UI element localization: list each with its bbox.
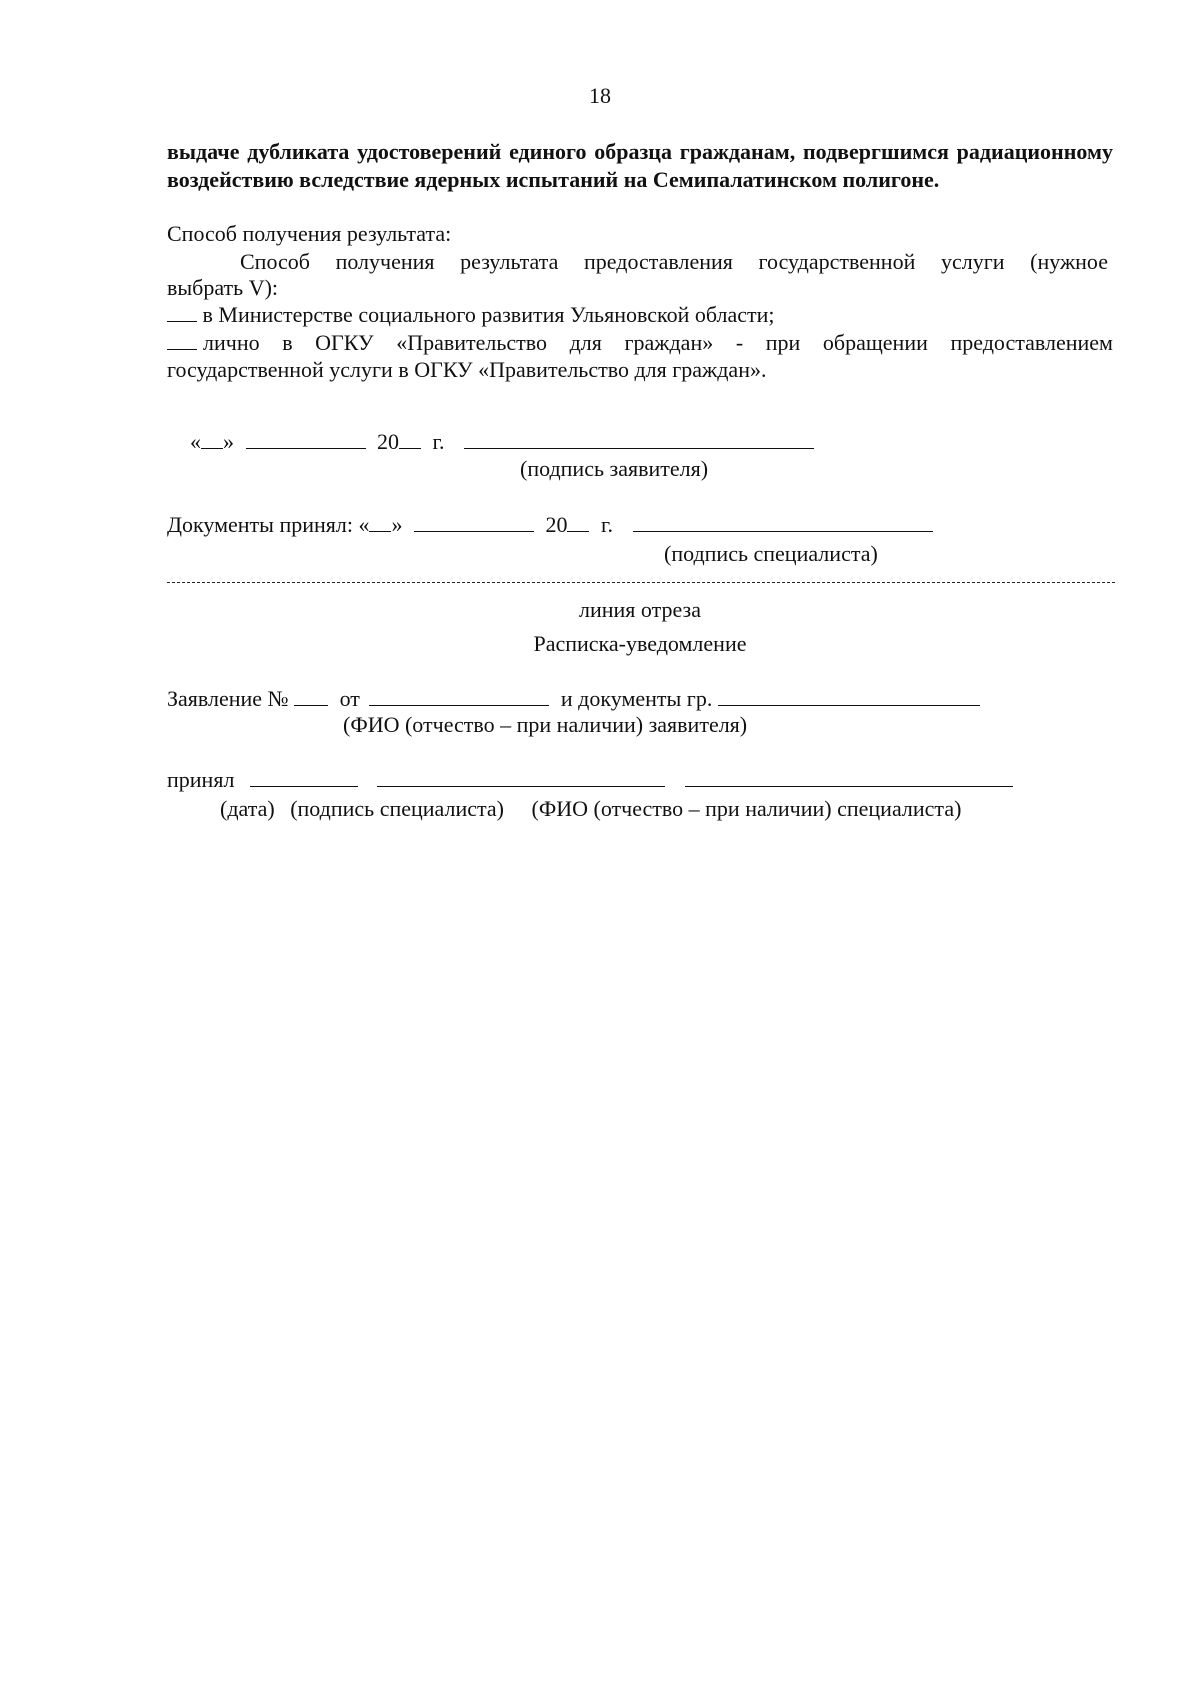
method-line-1 bbox=[240, 248, 1108, 276]
specialist-signature-field[interactable] bbox=[633, 511, 933, 532]
word: государственной bbox=[758, 249, 916, 274]
word: радиационному bbox=[956, 139, 1113, 164]
word: обращении bbox=[822, 330, 928, 355]
accepted-date-field[interactable] bbox=[250, 766, 358, 787]
word: дубликата bbox=[247, 139, 350, 164]
word: для bbox=[569, 330, 602, 355]
caption-date: (дата) bbox=[220, 796, 275, 821]
word: подвергшимся bbox=[802, 139, 949, 164]
applicant-fio-caption bbox=[343, 711, 747, 739]
word: ОГКУ bbox=[315, 330, 374, 355]
word: «Правительство bbox=[396, 330, 548, 355]
receipt-title bbox=[0, 630, 1200, 658]
caption-signature: (подпись специалиста) bbox=[290, 796, 505, 821]
applicant-signature-field[interactable] bbox=[464, 428, 814, 449]
year-prefix: 20 bbox=[377, 429, 399, 454]
statement-label: Заявление № bbox=[167, 686, 289, 711]
docs-label: и документы гр. bbox=[560, 686, 713, 711]
year-field[interactable] bbox=[567, 511, 589, 532]
accepted-signature-field[interactable] bbox=[377, 766, 665, 787]
receipt-title-text: Расписка-уведомление bbox=[533, 631, 747, 656]
word: при bbox=[765, 330, 801, 355]
applicant-date-row bbox=[190, 428, 814, 456]
option-1 bbox=[167, 301, 775, 329]
word: услуги bbox=[940, 249, 1005, 274]
quote-close: » bbox=[223, 429, 234, 454]
statement-row bbox=[167, 685, 980, 713]
intro-line-2 bbox=[167, 166, 939, 194]
word: выдаче bbox=[167, 139, 240, 164]
docs-accepted-row bbox=[167, 511, 933, 539]
statement-number-field[interactable] bbox=[294, 685, 328, 706]
month-field[interactable] bbox=[246, 428, 366, 449]
year-suffix: г. bbox=[432, 429, 445, 454]
applicant-fio-caption-text: (ФИО (отчество – при наличии) заявителя) bbox=[343, 712, 748, 737]
option-1-text: в Министерстве социального развития Ульяновской области; bbox=[202, 302, 775, 327]
word: (нужное bbox=[1030, 249, 1108, 274]
intro-line-2-text: воздействию вследствие ядерных испытаний на Семипалатинском полигоне. bbox=[167, 167, 940, 192]
applicant-fio-field[interactable] bbox=[718, 685, 980, 706]
method-heading-text: Способ получения результата: bbox=[167, 221, 452, 246]
word: лично bbox=[203, 330, 260, 355]
accepted-fio-field[interactable] bbox=[685, 766, 1013, 787]
method-heading bbox=[167, 220, 451, 248]
word: предоставлением bbox=[950, 330, 1113, 355]
accepted-row bbox=[167, 766, 1013, 794]
option-2-line-2 bbox=[167, 356, 766, 384]
specialist-signature-caption bbox=[664, 540, 878, 568]
option-1-checkbox-blank[interactable] bbox=[167, 301, 197, 322]
caption-fio: (ФИО (отчество – при наличии) специалиста) bbox=[531, 796, 962, 821]
applicant-signature-caption bbox=[520, 455, 708, 483]
quote-open: « bbox=[190, 429, 201, 454]
option-2-line-2-text: государственной услуги в ОГКУ «Правительство для граждан». bbox=[167, 357, 767, 382]
word: удостоверений bbox=[357, 139, 502, 164]
option-2 bbox=[167, 329, 1113, 357]
method-line-2 bbox=[167, 274, 278, 302]
word: Способ bbox=[240, 249, 310, 274]
word: гражданам, bbox=[679, 139, 796, 164]
word: образца bbox=[594, 139, 672, 164]
accepted-captions bbox=[220, 795, 961, 823]
method-line-2-text: выбрать V): bbox=[167, 275, 279, 300]
cut-line bbox=[167, 582, 1115, 583]
docs-accepted-label: Документы принял: bbox=[167, 512, 353, 537]
statement-date-field[interactable] bbox=[369, 685, 549, 706]
page-number bbox=[0, 82, 1200, 110]
word: единого bbox=[509, 139, 587, 164]
specialist-signature-caption-text: (подпись специалиста) bbox=[664, 541, 878, 566]
year-prefix: 20 bbox=[545, 512, 568, 537]
day-field[interactable] bbox=[201, 428, 223, 449]
year-suffix: г. bbox=[600, 512, 614, 537]
year-field[interactable] bbox=[399, 428, 421, 449]
option-2-checkbox-blank[interactable] bbox=[167, 329, 197, 350]
quote-close: » bbox=[391, 512, 403, 537]
word: - bbox=[735, 330, 744, 355]
word: в bbox=[282, 330, 293, 355]
word: получения bbox=[335, 249, 435, 274]
word: результата bbox=[460, 249, 559, 274]
accepted-label: принял bbox=[167, 767, 235, 792]
intro-line-1 bbox=[167, 138, 1113, 166]
cut-line-label bbox=[0, 596, 1200, 624]
word: предоставления bbox=[584, 249, 733, 274]
day-field[interactable] bbox=[369, 511, 391, 532]
word: граждан» bbox=[624, 330, 714, 355]
month-field[interactable] bbox=[414, 511, 534, 532]
quote-open: « bbox=[358, 512, 370, 537]
from-label: от bbox=[339, 686, 360, 711]
cut-line-label-text: линия отреза bbox=[579, 597, 701, 622]
applicant-signature-caption-text: (подпись заявителя) bbox=[520, 456, 709, 481]
page-number-text: 18 bbox=[589, 83, 611, 108]
